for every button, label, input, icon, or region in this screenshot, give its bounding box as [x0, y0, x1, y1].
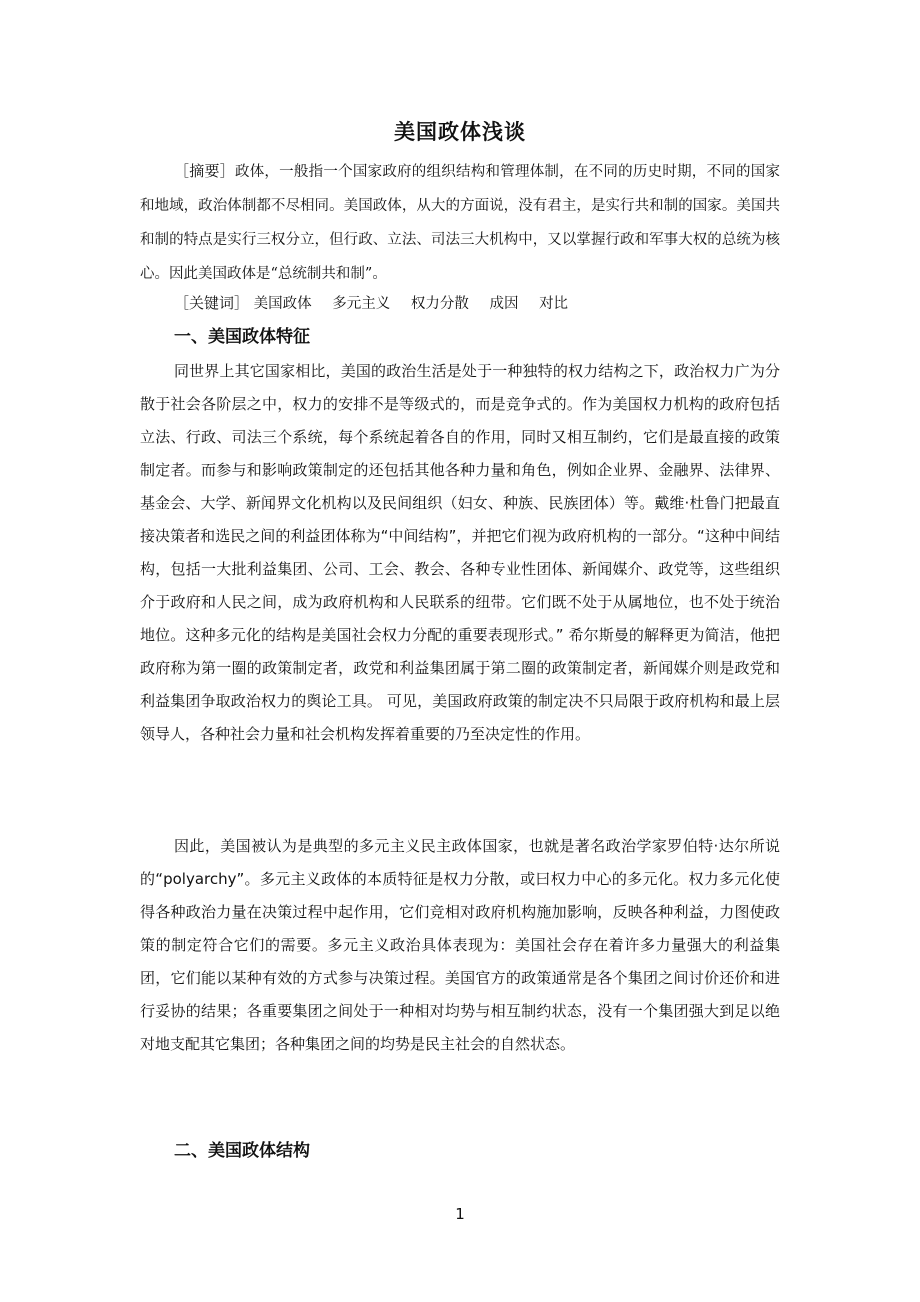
- abstract-label: ［摘要］: [174, 162, 235, 180]
- keyword-item: 权力分散: [410, 296, 469, 312]
- body-paragraph: 因此，美国被认为是典型的多元主义民主政体国家，也就是著名政治学家罗伯特·达尔所说的“polyarchy”。多元主义政体的本质特征是权力分散，或曰权力中心的多元化。权力多元化使得各种政治力量在决策过程中起作用，它们竞相对政府机构施加影响，反映各种利益，力图使政策的制定符合它们的需要。多元主义政治具体表现为：美国社会存在着许多力量强大的利益集团，它们能以某种有效的方式参与决策过程。美国官方的政策通常是各个集团之间讨价还价和进行妥协的结果；各重要集团之间处于一种相对均势与相互制约状态，没有一个集团强大到足以绝对地支配其它集团；各种集团之间的均势是民主社会的自然状态。: [140, 837, 780, 1053]
- body-paragraph: 同世界上其它国家相比，美国的政治生活是处于一种独特的权力结构之下，政治权力广为分散于社会各阶层之中，权力的安排不是等级式的，而是竞争式的。作为美国权力机构的政府包括立法、行政、司法三个系统，每个系统起着各自的作用，同时又相互制约，它们是最直接的政策制定者。而参与和影响政策制定的还包括其他各种力量和角色，例如企业界、金融界、法律界、基金会、大学、新闻界文化机构以及民间组织（妇女、种族、民族团体）等。戴维·杜鲁门把最直接决策者和选民之间的利益团体称为“中间结构”，并把它们视为政府机构的一部分。“这种中间结构，包括一大批利益集团、公司、工会、教会、各种专业性团体、新闻媒介、政党等，这些组织介于政府和人民之间，成为政府机构和人民联系的纽带。它们既不处于从属地位，也不处于统治地位。这种多元化的结构是美国社会权力分配的重要表现形式。” 希尔斯曼的解释更为简洁，他把政府称为第一圈的政策制定者，政党和利益集团属于第二圈的政策制定者，新闻媒介则是政党和利益集团争取政治权力的舆论工具。 可见，美国政府政策的制定决不只局限于政府机构和最上层领导人，各种社会力量和社会机构发挥着重要的乃至决定性的作用。: [140, 362, 780, 743]
- abstract-paragraph: [140, 154, 780, 291]
- keywords-label: ［关键词］: [174, 294, 250, 312]
- keyword-item: 对比: [539, 296, 569, 312]
- abstract-text: 政体，一般指一个国家政府的组织结构和管理体制，在不同的历史时期，不同的国家和地域，政治体制都不尽相同。美国政体，从大的方面说，没有君主，是实行共和制的国家。美国共和制的特点是实行三权分立，但行政、立法、司法三大机构中，又以掌握行政和军事大权的总统为核心。因此美国政体是“总统制共和制”。: [140, 164, 780, 282]
- document-title: 美国政体浅谈: [394, 120, 526, 144]
- keyword-item: 多元主义: [332, 296, 391, 312]
- keyword-item: 美国政体: [253, 296, 312, 312]
- keywords-line: [174, 290, 584, 317]
- page-number: 1: [455, 1205, 465, 1223]
- section-heading: 二、美国政体结构: [174, 1141, 310, 1161]
- section-heading: 一、美国政体特征: [174, 327, 310, 347]
- keyword-item: 成因: [489, 296, 519, 312]
